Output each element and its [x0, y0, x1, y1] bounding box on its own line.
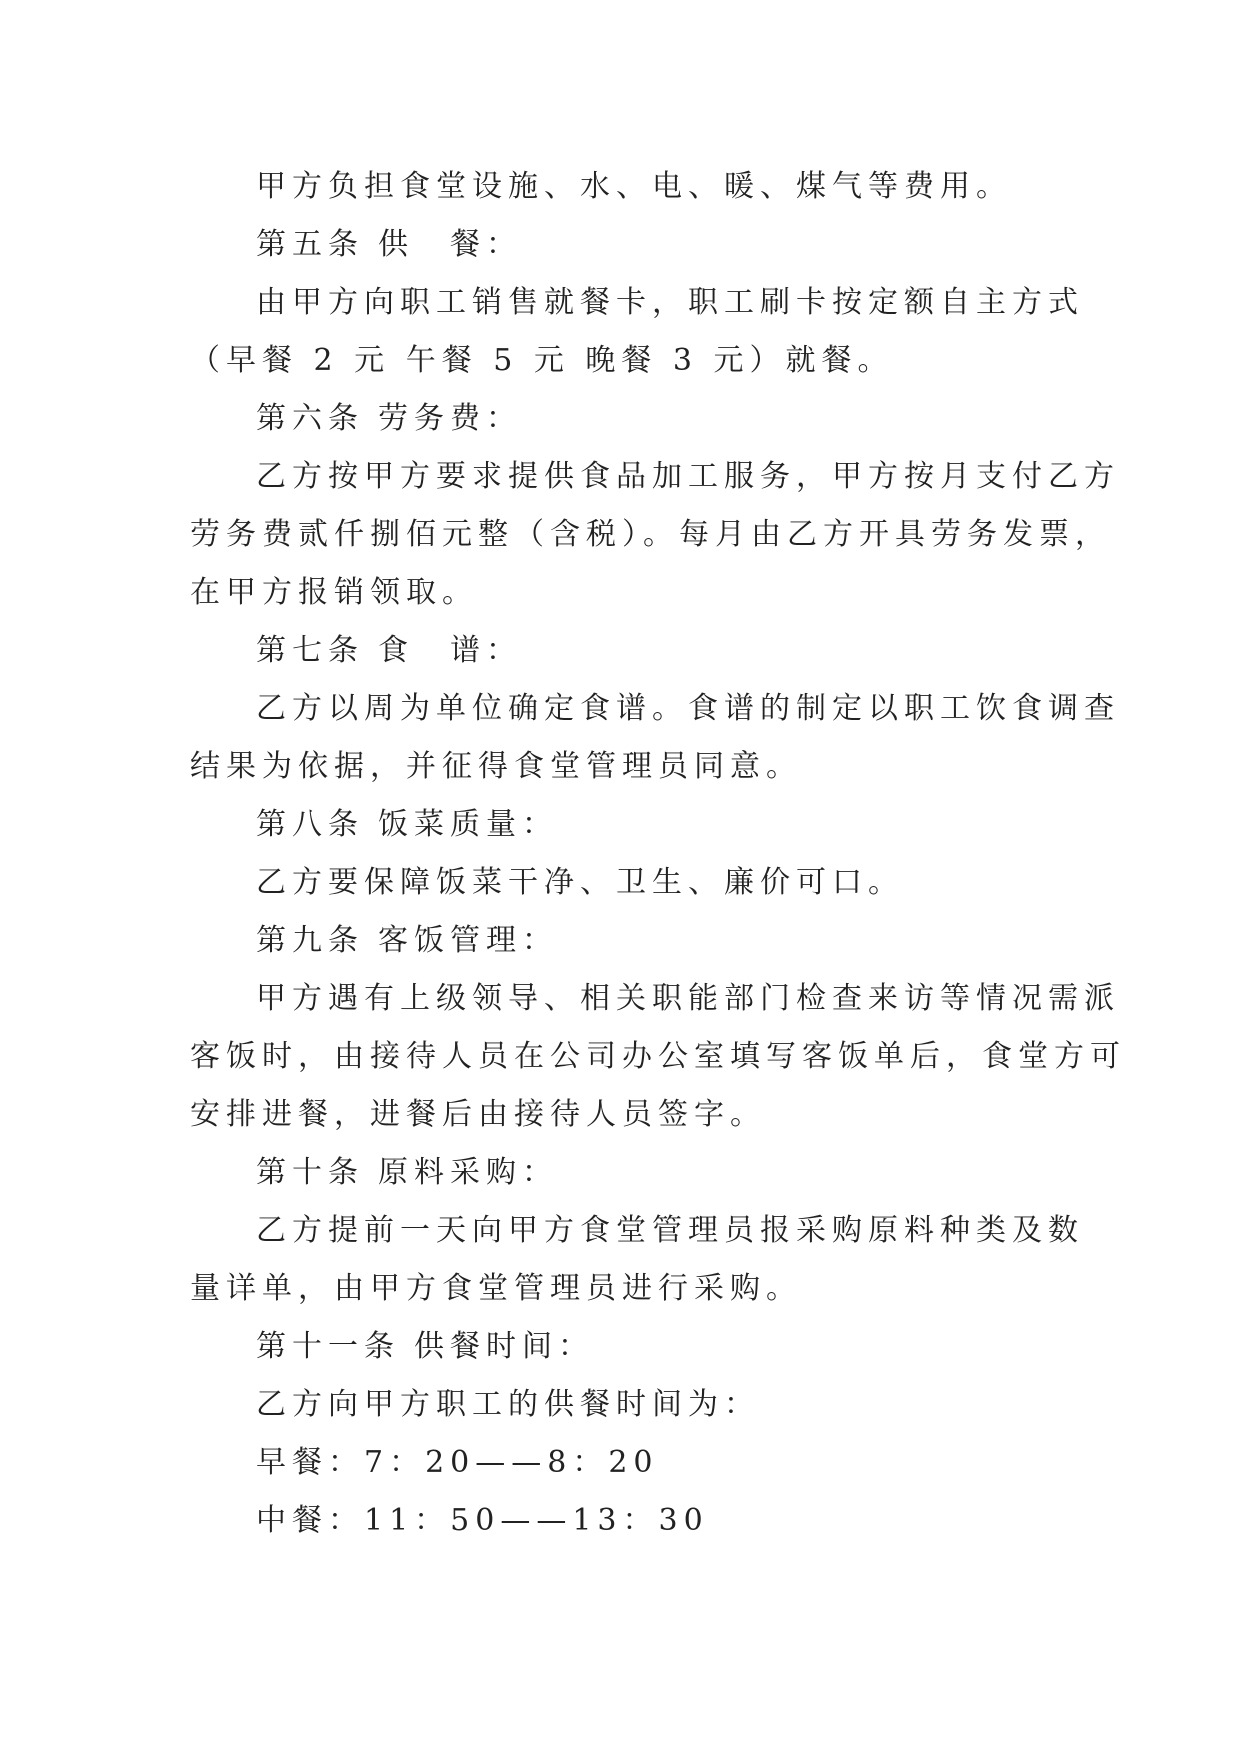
- clause-heading-6: [190, 390, 1050, 448]
- clause-title: 饭菜质量：: [378, 807, 558, 842]
- clause-number: 第六条: [256, 401, 364, 436]
- clause-number: 第十一条: [256, 1329, 400, 1364]
- paragraph-line: 由甲方向职工销售就餐卡，职工刷卡按定额自主方式: [256, 285, 1084, 320]
- clause-number: 第五条: [256, 227, 364, 262]
- clause-heading-11: [190, 1318, 1050, 1376]
- clause-number: 第九条: [256, 923, 364, 958]
- paragraph-line: 量详单，由甲方食堂管理员进行采购。: [190, 1271, 802, 1306]
- paragraph-line: （早餐 2 元 午餐 5 元 晚餐 3 元）就餐。: [190, 343, 894, 378]
- paragraph-line: 乙方向甲方职工的供餐时间为：: [256, 1387, 760, 1422]
- paragraph-line: 乙方要保障饭菜干净、卫生、廉价可口。: [256, 865, 904, 900]
- clause-heading-5: [190, 216, 1050, 274]
- clause-heading-8: [190, 796, 1050, 854]
- clause-title: 原料采购：: [378, 1155, 558, 1190]
- lunch-time: 中餐：11：50——13：30: [256, 1503, 709, 1538]
- clause-heading-10: [190, 1144, 1050, 1202]
- clause-title: 食 谱：: [378, 633, 522, 668]
- breakfast-time: 早餐：7：20——8：20: [256, 1445, 659, 1480]
- paragraph-line: 甲方负担食堂设施、水、电、暖、煤气等费用。: [256, 169, 1012, 204]
- paragraph-line: 甲方遇有上级领导、相关职能部门检查来访等情况需派: [256, 981, 1120, 1016]
- clause-title: 客饭管理：: [378, 923, 558, 958]
- paragraph-line: 乙方提前一天向甲方食堂管理员报采购原料种类及数: [256, 1213, 1084, 1248]
- clause-number: 第八条: [256, 807, 364, 842]
- clause-heading-9: [190, 912, 1050, 970]
- paragraph-line: 劳务费贰仟捌佰元整（含税）。每月由乙方开具劳务发票，: [190, 517, 1111, 552]
- clause-number: 第十条: [256, 1155, 364, 1190]
- document-page: [190, 158, 1126, 1550]
- clause-heading-7: [190, 622, 1050, 680]
- clause-title: 供 餐：: [378, 227, 522, 262]
- clause-number: 第七条: [256, 633, 364, 668]
- paragraph-line: 乙方以周为单位确定食谱。食谱的制定以职工饮食调查: [256, 691, 1120, 726]
- paragraph-line: 在甲方报销领取。: [190, 575, 478, 610]
- paragraph-line: 乙方按甲方要求提供食品加工服务，甲方按月支付乙方: [256, 459, 1120, 494]
- paragraph-line: 结果为依据，并征得食堂管理员同意。: [190, 749, 802, 784]
- paragraph-line: 安排进餐，进餐后由接待人员签字。: [190, 1097, 766, 1132]
- clause-title: 供餐时间：: [414, 1329, 594, 1364]
- paragraph-line: 客饭时，由接待人员在公司办公室填写客饭单后，食堂方可: [190, 1039, 1126, 1074]
- clause-title: 劳务费：: [378, 401, 522, 436]
